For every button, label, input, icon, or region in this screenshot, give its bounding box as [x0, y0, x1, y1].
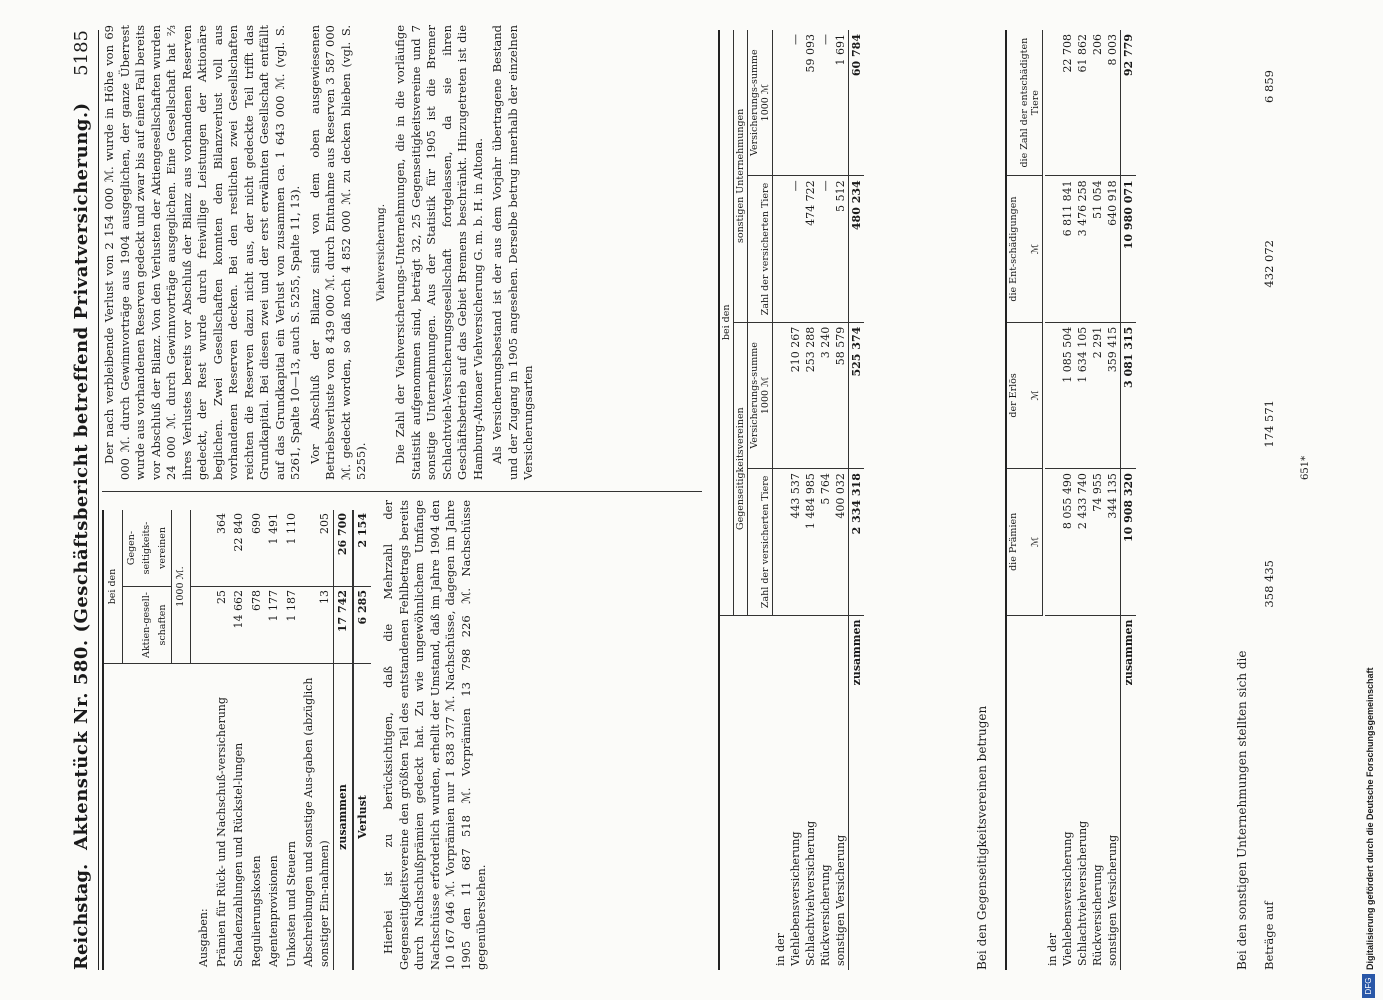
- table-row: sonstigen Versicherung 400 032 58 579 5 512 1 691: [833, 30, 849, 970]
- page-number: 5185: [71, 30, 92, 76]
- paragraph: Der nach verbleibende Verlust von 2 154 000 ℳ. wurde in Höhe von 69 000 ℳ. durch Gewinnvorträge aus 1904 ausgeglichen, der ganze Überrest wurde aus vorhandenen Reserven gedeckt und zwar bis auf einen Fall bereits vor Abschluß der Bilanz. Von den Verlusten der Aktiengesellschaften wurden 24 000 ℳ. durch Gewinnvorträge ausgeglichen. Eine Gesellschaft hat ⅔ ihres Verlustes bereits vor Abschluß der Bilanz aus vorhandenen Reserven gedeckt, der Rest wurde durch freiwillige Leistungen der Aktionäre beglichen. Zwei Gesellschaften konnten den Bilanzverlust voll aus vorhandenen Reserven decken. Bei den restlichen zwei Gesellschaften reichten die Reserven dazu nicht aus, der nicht gedeckte Teil trifft das Grundkapital. Bei diesen zwei und der erst erwähnten Gesellschaft entfällt auf das Grundkapital ein Verlust von zusammen ca. 1 643 000 ℳ. (vgl. S. 5261, Spalte 10—13, auch S. 5255, Spalte 11, 13).: [102, 25, 302, 480]
- result-section: [1005, 30, 1136, 970]
- header-title: Aktenstück Nr. 580. (Geschäftsbericht betreffend Privatversicherung.): [71, 102, 92, 850]
- table-row: Viehlebensversicherung 8 055 490 1 085 504 6 811 841 22 708: [1060, 30, 1075, 970]
- page-header: [58, 30, 99, 970]
- table-row: Prämien für Rück- und Nachschuß-versicherung 25 364: [213, 510, 231, 970]
- table-row: Unkosten und Steuern 1 187 1 110: [283, 510, 301, 970]
- left-column: [102, 500, 494, 970]
- col-praemien: die Prämien ℳ: [1006, 469, 1043, 615]
- col-sum-2: Versicherungs-summe 1000 ℳ: [748, 30, 773, 176]
- prefix: in der: [1046, 933, 1059, 966]
- table-row: Schadenzahlungen und Rückstel-lungen 14 662 22 840: [230, 510, 248, 970]
- result-table: [1005, 30, 1136, 970]
- signature-mark: 651*: [1300, 455, 1311, 480]
- table-row: Schlachtviehversicherung 2 433 740 1 634 105 3 476 258 61 862: [1075, 30, 1090, 970]
- col-sum: Versicherungs-summe 1000 ℳ: [748, 322, 773, 468]
- col-aktien: Aktien-gesell-schaften: [122, 587, 172, 664]
- right-column: [102, 25, 541, 480]
- section-sonst: Bei den sonstigen Unternehmungen stellten sich die: [1235, 650, 1249, 970]
- table-row: sonstigen Versicherung 344 135 359 415 640 918 8 003: [1105, 30, 1121, 970]
- total-row: zusammen 17 742 26 700: [334, 510, 353, 970]
- loss-row: Verlust 6 285 2 154: [353, 510, 372, 970]
- total-row: zusammen 2 334 318 525 374 480 234 60 784: [848, 30, 864, 970]
- dfg-logo: DFG: [1362, 974, 1375, 998]
- paragraph: Als Versicherungsbestand ist der aus dem Vorjahr übertragene Bestand und der Zugang in 1905 angesehen. Derselbe betrug innerhalb der einzelnen Versicherungsarten: [490, 25, 535, 480]
- unit-label: 1000 ℳ.: [172, 510, 191, 664]
- col-count-2: Zahl der versicherten Tiere: [748, 176, 773, 322]
- paragraph: Die Zahl der Viehversicherungs-Unternehmungen, die in die vorläufige Statistik aufgenommen sind, beträgt 32, 25 Gegenseitigkeitsvereine und 7 sonstige Unternehmungen. Aus der Statistik für 1905 ist die Bremer Schlachtvieh-Versicherungsgesellschaft fortgelassen, da sie ihren Geschäftsbetrieb auf das Gebiet Bremens beschränkt. Hinzugetreten ist die Hamburg-Altonaer Viehversicherung G. m. b. H. in Altona.: [393, 25, 485, 480]
- header-left: Reichstag.: [71, 863, 92, 970]
- inventory-section: [718, 30, 864, 970]
- inventory-table: [718, 30, 864, 970]
- table-row: Abschreibungen und sonstige Aus-gaben (abzüglich sonstiger Ein-nahmen) 13 205: [300, 510, 334, 970]
- total-row: zusammen 10 908 320 3 081 315 10 980 071 92 779: [1121, 30, 1137, 970]
- side-credit: Digitalisierung gefördert durch die Deutsche Forschungsgemeinschaft: [1365, 667, 1375, 970]
- section-gegen: Bei den Gegenseitigkeitsvereinen betrugen: [975, 705, 989, 970]
- betraege-row: Beträge auf 358 435 174 571 432 072 6 859: [1262, 70, 1276, 970]
- col-tiere: die Zahl der entschädigten Tiere: [1006, 30, 1043, 176]
- column-divider: [102, 491, 702, 492]
- table-row: Schlachtviehversicherung 1 484 985 253 288 474 722 59 093: [803, 30, 818, 970]
- group-gegen: Gegenseitigkeitsvereinen: [734, 322, 748, 615]
- col-erloes: der Erlös ℳ: [1006, 322, 1043, 468]
- table-row: Rückversicherung 5 764 3 240 — —: [818, 30, 833, 970]
- col-gegen: Gegen-seitigkeits-vereinen: [122, 510, 172, 587]
- col-entsch: die Ent-schädigungen ℳ: [1006, 176, 1043, 322]
- section-label: Ausgaben:: [197, 908, 210, 967]
- paragraph: Vor Abschluß der Bilanz sind von dem oben ausgewiesenen Betriebsverluste von 8 439 000 ℳ. durch Entnahme aus Reserven 3 587 000 ℳ. gedeckt worden, so daß noch 4 852 000 ℳ. zu decken blieben (vgl. S. 5255).: [307, 25, 368, 480]
- col-count: Zahl der versicherten Tiere: [748, 469, 773, 615]
- table-row: Rückversicherung 74 955 2 291 51 054 206: [1090, 30, 1105, 970]
- group-sonst: sonstigen Unternehmungen: [734, 30, 748, 322]
- subheading: Viehversicherung.: [374, 203, 387, 302]
- expense-table: [102, 510, 371, 970]
- table-row: Viehlebensversicherung 443 537 210 267 — —: [788, 30, 803, 970]
- prefix: in der: [773, 933, 787, 966]
- group-header: bei den: [103, 510, 122, 664]
- left-paragraph: Hierbei ist zu berücksichtigen, daß die Mehrzahl der Gegenseitigkeitsvereine den größten Teil des entstandenen Fehlbetrags bereits durch Nachschußprämien gedeckt hat. Zu wie ungewöhnlichem Umfange Nachschüsse erforderlich wurden, erhellt der Umstand, daß im Jahre 1904 den 10 167 046 ℳ. Vorprämien nur 1 838 377 ℳ. Nachschüsse, dagegen im Jahre 1905 den 11 687 518 ℳ. Vorprämien 13 798 226 ℳ. Nachschüsse gegenüberstehen.: [381, 500, 488, 970]
- table-row: Agentenprovisionen 1 177 1 491: [265, 510, 283, 970]
- table-row: Regulierungskosten 678 690: [248, 510, 266, 970]
- top-header: bei den: [719, 30, 734, 615]
